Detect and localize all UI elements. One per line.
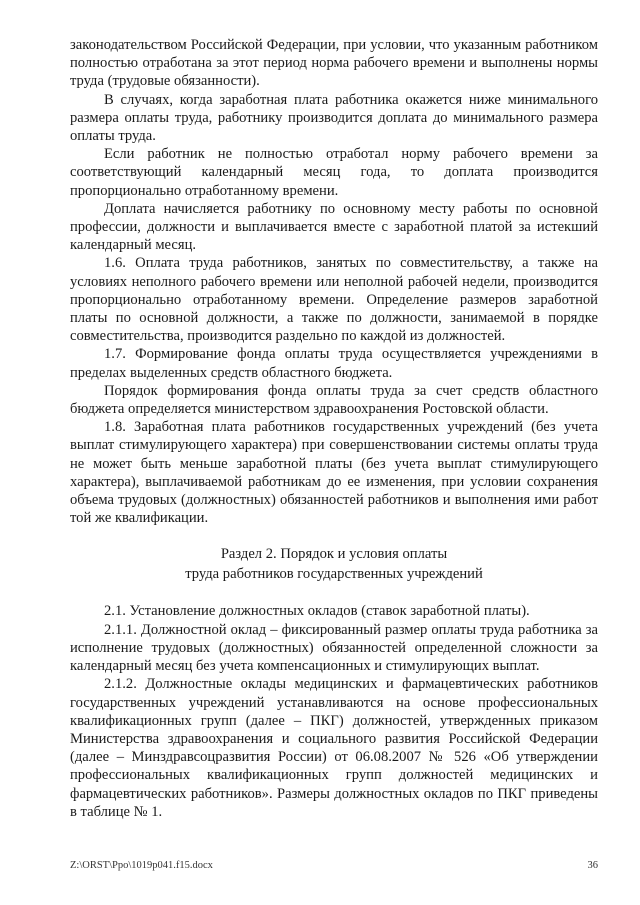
paragraph: 2.1.2. Должностные оклады медицинских и фармацевтических работников государственных учреждений устанавливаются на основе профессиональных квалификационных групп (далее – ПКГ) должностей, утвержденных приказом Министерства здравоохранения и социального развития Российской Федерации (далее – Минздравсоцразвития России) от 06.08.2007 № 526 «Об утверждении профессиональных квалификационных групп должностей медицинских и фармацевтических работников». Размеры должностных окладов по ПКГ приведены в таблице № 1. <box>70 676 598 820</box>
paragraph: Порядок формирования фонда оплаты труда за счет средств областного бюджета определяется министерством здравоохранения Ростовской области. <box>70 382 598 418</box>
paragraph: Доплата начисляется работнику по основному месту работы по основной профессии, должности и выплачивается вместе с заработной платой за истекший календарный месяц. <box>70 200 598 254</box>
paragraph: Если работник не полностью отработал норму рабочего времени за соответствующий календарный месяц года, то доплата производится пропорционально отработанному времени. <box>70 146 598 199</box>
document-body <box>70 36 598 821</box>
footer-file-path: Z:\ORST\Ppo\1019p041.f15.docx <box>70 860 213 871</box>
paragraph: 1.8. Заработная плата работников государственных учреждений (без учета выплат стимулирующего характера) при совершенствовании системы оплаты труда не может быть меньше заработной платы (без учета выплат стимулирующего характера), выплачиваемой работникам до ее изменения, при условии сохранения объема трудовых (должностных) обязанностей работников и выполнения ими работ той же квалификации. <box>70 419 598 527</box>
paragraph: В случаях, когда заработная плата работника окажется ниже минимального размера оплаты труда, работнику производится доплата до минимального размера оплаты труда. <box>70 91 598 145</box>
page-number: 36 <box>587 860 598 871</box>
paragraph: 2.1. Установление должностных окладов (ставок заработной платы). <box>104 603 530 620</box>
paragraph: законодательством Российской Федерации, при условии, что указанным работником полностью отработана за этот период норма рабочего времени и выполнены нормы труда (трудовые обязанности). <box>70 37 598 90</box>
section-heading <box>70 545 598 584</box>
paragraph: 1.7. Формирование фонда оплаты труда осуществляется учреждениями в пределах выделенных средств областного бюджета. <box>70 346 598 381</box>
section-heading-line: Раздел 2. Порядок и условия оплаты <box>220 546 448 563</box>
paragraph: 2.1.1. Должностной оклад – фиксированный размер оплаты труда работника за исполнение трудовых (должностных) обязанностей определенной сложности за календарный месяц без учета компенсационных и стимулирующих выплат. <box>70 621 598 675</box>
section-heading-line: труда работников государственных учреждений <box>185 565 483 582</box>
paragraph: 1.6. Оплата труда работников, занятых по совместительству, а также на условиях неполного рабочего времени или неполной рабочей недели, производится пропорционально отработанному времени. Определение размеров заработной платы по основной должности, а также по должности, занимаемой в порядке совместительства, производится раздельно по каждой из должностей. <box>70 255 598 345</box>
